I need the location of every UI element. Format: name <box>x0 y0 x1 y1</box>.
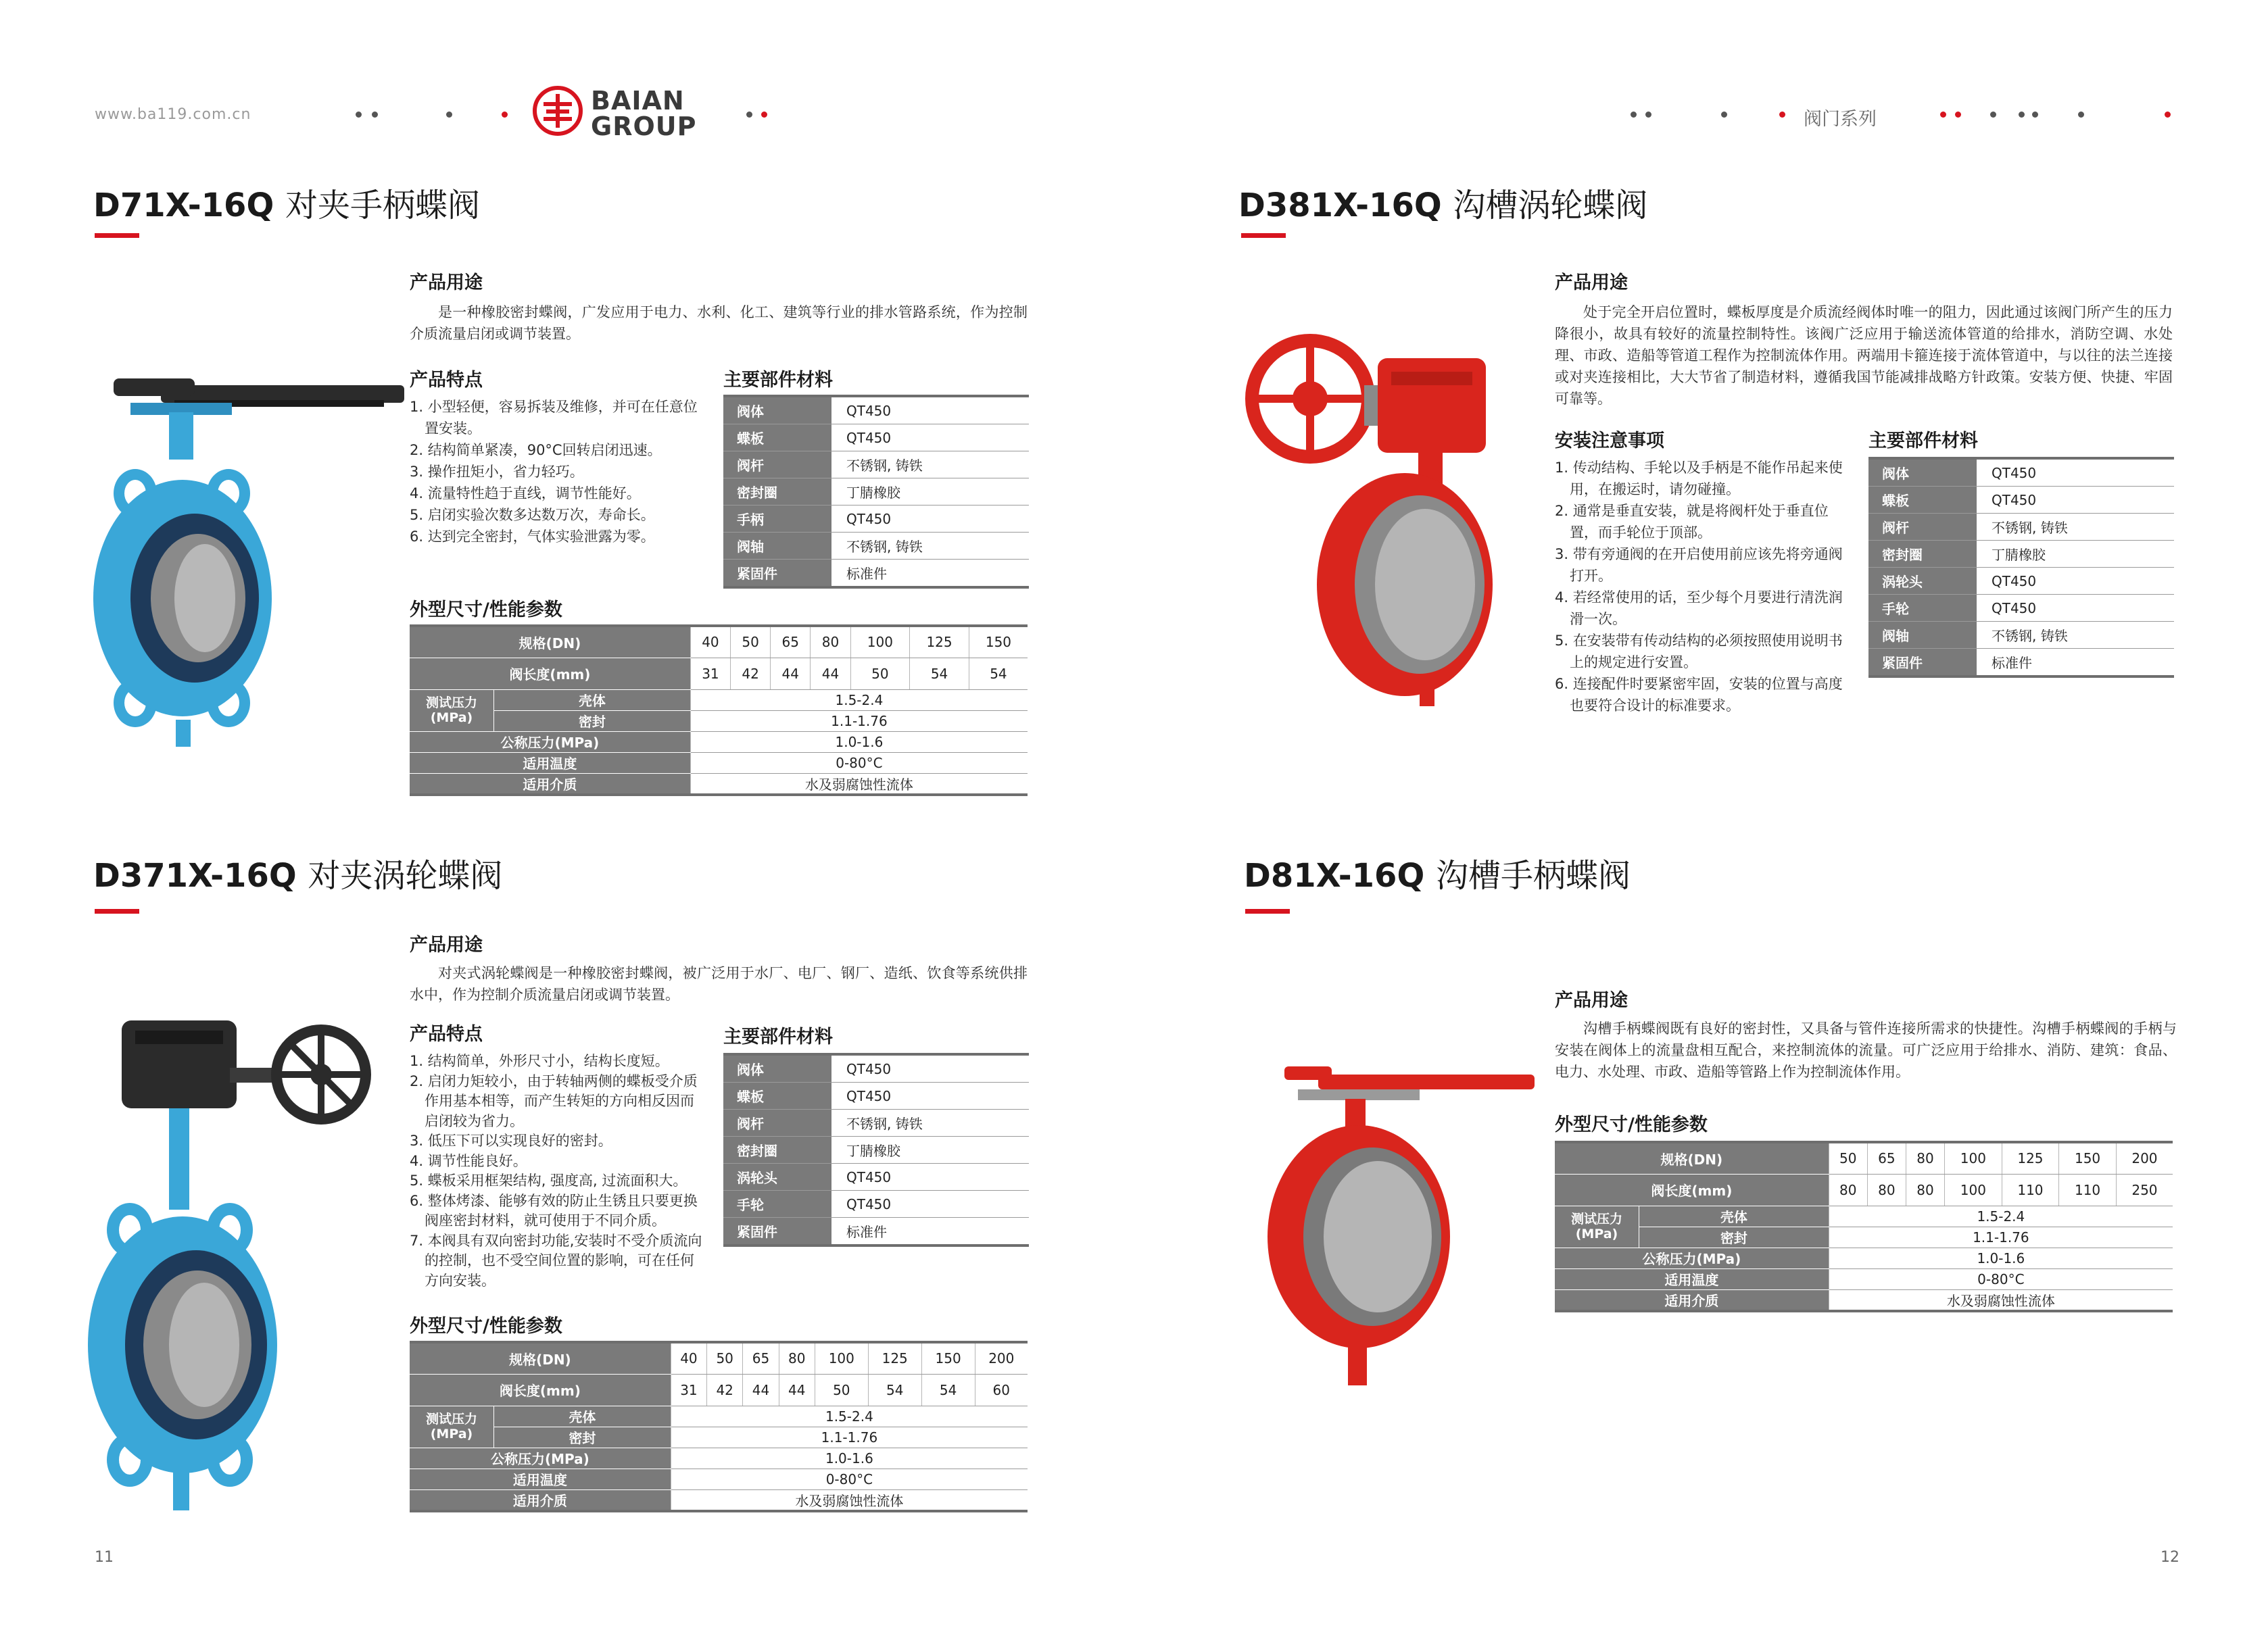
product-title <box>93 179 480 226</box>
spec-cell: 31 <box>690 658 730 689</box>
table-row <box>723 1083 1029 1110</box>
spec-cell: 31 <box>671 1374 706 1406</box>
spec-cell: 125 <box>868 1342 921 1374</box>
table-row <box>410 731 1028 752</box>
product-usage-text: 是一种橡胶密封蝶阀，广发应用于电力、水利、化工、建筑等行业的排水管路系统，作为控制介质流量启闭或调节装置。 <box>410 304 1028 342</box>
material-value: 丁腈橡胶 <box>831 1137 1029 1164</box>
table-row <box>410 1342 1028 1374</box>
table-row <box>1868 595 2174 622</box>
product-model: D371X-16Q <box>93 857 297 895</box>
product-name: 对夹手柄蝶阀 <box>285 187 480 224</box>
spec-cell: 44 <box>779 1374 815 1406</box>
table-row <box>723 1110 1029 1137</box>
material-value: 丁腈橡胶 <box>1977 541 2174 568</box>
feature-item: 6. 达到完全密封，气体实验泄露为零。 <box>410 528 655 545</box>
spec-label-size: 规格(DN) <box>410 626 690 658</box>
spec-cell: 水及弱腐蚀性流体 <box>1829 1289 2173 1311</box>
spec-label-shell: 壳体 <box>494 1406 671 1427</box>
table-row <box>1868 541 2174 568</box>
spec-label-medium: 适用介质 <box>410 1489 671 1511</box>
material-value: QT450 <box>831 1164 1029 1191</box>
spec-cell: 50 <box>1829 1142 1867 1174</box>
material-value: QT450 <box>1977 568 2174 595</box>
material-part: 紧固件 <box>1868 649 1977 677</box>
feature-item: 7. 本阀具有双向密封功能,安装时不受介质流向的控制，也不受空间位置的影响，可在任何方向安装。 <box>410 1232 702 1289</box>
title-underline <box>1245 909 1290 914</box>
spec-cell: 42 <box>731 658 771 689</box>
spec-cell: 150 <box>2059 1142 2117 1174</box>
table-row <box>1555 1142 2173 1174</box>
table-row <box>1868 568 2174 595</box>
material-part: 蝶板 <box>723 424 831 451</box>
spec-cell: 100 <box>815 1342 868 1374</box>
spec-label-nominal: 公称压力(MPa) <box>1555 1248 1829 1268</box>
product-model: D381X-16Q <box>1238 187 1442 224</box>
material-part: 阀体 <box>1868 458 1977 487</box>
material-part: 手轮 <box>1868 595 1977 622</box>
title-underline <box>95 233 139 238</box>
table-row <box>723 1164 1029 1191</box>
table-row <box>723 533 1029 560</box>
spec-cell: 54 <box>910 658 969 689</box>
material-part: 涡轮头 <box>1868 568 1977 595</box>
spec-label-length: 阀长度(mm) <box>410 1374 671 1406</box>
product-title <box>1238 179 1647 226</box>
material-part: 阀体 <box>723 396 831 424</box>
feature-item: 1. 结构简单，外形尺寸小，结构长度短。 <box>410 1053 669 1069</box>
spec-cell: 65 <box>1867 1142 1906 1174</box>
spec-table <box>410 624 1028 796</box>
section-heading-specs: 外型尺寸/性能参数 <box>410 599 562 620</box>
section-heading-features: 产品特点 <box>410 370 483 391</box>
material-value: QT450 <box>831 424 1029 451</box>
material-value: QT450 <box>831 1083 1029 1110</box>
spec-cell: 80 <box>1829 1174 1867 1206</box>
spec-cell: 1.0-1.6 <box>671 1448 1028 1469</box>
table-row <box>410 689 1028 710</box>
spec-label-length: 阀长度(mm) <box>410 658 690 689</box>
material-part: 紧固件 <box>723 1218 831 1246</box>
table-row <box>410 1469 1028 1489</box>
section-heading-materials: 主要部件材料 <box>723 370 833 391</box>
materials-table <box>1868 457 2174 678</box>
install-note: 1. 传动结构、手轮以及手柄是不能作吊起来使用，在搬运时，请勿碰撞。 <box>1555 460 1843 497</box>
spec-cell: 65 <box>743 1342 779 1374</box>
table-row <box>410 752 1028 773</box>
spec-cell: 50 <box>850 658 910 689</box>
spec-label-seal: 密封 <box>494 1427 671 1448</box>
feature-item: 5. 蝶板采用框架结构, 强度高, 过流面积大。 <box>410 1173 687 1189</box>
spec-cell: 100 <box>1945 1142 2002 1174</box>
table-row <box>410 1374 1028 1406</box>
material-part: 阀体 <box>723 1054 831 1083</box>
section-heading-specs: 外型尺寸/性能参数 <box>1555 1114 1708 1135</box>
logo-emblem-icon <box>531 84 584 137</box>
spec-cell: 110 <box>2059 1174 2117 1206</box>
material-value: QT450 <box>831 396 1029 424</box>
install-notes-list <box>1555 457 1847 716</box>
table-row <box>410 658 1028 689</box>
spec-label-temp: 适用温度 <box>1555 1268 1829 1289</box>
spec-label-test-pressure: 测试压力 (MPa) <box>1555 1206 1639 1248</box>
spec-cell: 1.5-2.4 <box>1829 1206 2173 1227</box>
material-part: 手柄 <box>723 505 831 533</box>
table-row <box>1868 649 2174 677</box>
feature-item: 4. 调节性能良好。 <box>410 1152 527 1169</box>
table-row <box>723 478 1029 505</box>
spec-cell: 54 <box>868 1374 921 1406</box>
install-note: 6. 连接配件时要紧密牢固，安装的位置与高度也要符合设计的标准要求。 <box>1555 676 1843 714</box>
feature-item: 5. 启闭实验次数多达数万次，寿命长。 <box>410 507 655 523</box>
section-heading-usage: 产品用途 <box>1555 990 1628 1011</box>
website-url[interactable]: www.ba119.com.cn <box>95 106 251 123</box>
material-value: QT450 <box>1977 458 2174 487</box>
table-row <box>1555 1289 2173 1311</box>
table-row <box>410 1406 1028 1427</box>
product-model: D71X-16Q <box>93 187 274 224</box>
spec-label-temp: 适用温度 <box>410 752 690 773</box>
material-value: QT450 <box>1977 595 2174 622</box>
spec-cell: 54 <box>921 1374 975 1406</box>
table-row <box>723 505 1029 533</box>
material-part: 阀杆 <box>723 451 831 478</box>
table-row <box>1555 1174 2173 1206</box>
material-part: 密封圈 <box>723 478 831 505</box>
spec-cell: 0-80°C <box>690 752 1028 773</box>
spec-label-size: 规格(DN) <box>410 1342 671 1374</box>
table-row <box>1555 1248 2173 1268</box>
spec-label-seal: 密封 <box>1639 1227 1829 1248</box>
spec-cell: 1.1-1.76 <box>1829 1227 2173 1248</box>
material-value: 标准件 <box>1977 649 2174 677</box>
materials-table <box>723 1053 1029 1247</box>
spec-table <box>1555 1141 2173 1312</box>
spec-cell: 150 <box>921 1342 975 1374</box>
product-title <box>1244 849 1631 896</box>
spec-label-seal: 密封 <box>494 710 691 731</box>
page-number-left: 11 <box>95 1549 114 1566</box>
material-part: 手轮 <box>723 1191 831 1218</box>
table-row <box>1868 458 2174 487</box>
spec-cell: 1.1-1.76 <box>690 710 1028 731</box>
section-heading-usage: 产品用途 <box>1555 272 1628 293</box>
spec-cell: 100 <box>850 626 910 658</box>
spec-label-nominal: 公称压力(MPa) <box>410 1448 671 1469</box>
section-heading-install: 安装注意事项 <box>1555 430 1664 451</box>
spec-cell: 40 <box>671 1342 706 1374</box>
spec-cell: 125 <box>910 626 969 658</box>
spec-cell: 65 <box>771 626 811 658</box>
table-row <box>723 1137 1029 1164</box>
feature-item: 1. 小型轻便，容易拆装及维修，并可在任意位置安装。 <box>410 399 698 437</box>
table-row <box>723 1191 1029 1218</box>
table-row <box>1555 1227 2173 1248</box>
spec-cell: 125 <box>2002 1142 2059 1174</box>
table-row <box>1868 622 2174 649</box>
material-value: 不锈钢, 铸铁 <box>1977 622 2174 649</box>
material-value: QT450 <box>831 1054 1029 1083</box>
material-part: 密封圈 <box>723 1137 831 1164</box>
spec-cell: 42 <box>707 1374 743 1406</box>
spec-cell: 80 <box>1906 1174 1944 1206</box>
spec-cell: 50 <box>815 1374 868 1406</box>
section-heading-materials: 主要部件材料 <box>1868 430 1978 451</box>
feature-list <box>410 1052 706 1291</box>
feature-item: 4. 流量特性趋于直线，调节性能好。 <box>410 485 641 501</box>
feature-list <box>410 396 706 547</box>
table-row <box>410 1427 1028 1448</box>
spec-cell: 1.5-2.4 <box>671 1406 1028 1427</box>
spec-cell: 200 <box>2116 1142 2173 1174</box>
material-value: 不锈钢, 铸铁 <box>831 533 1029 560</box>
table-row <box>723 451 1029 478</box>
table-row <box>1555 1206 2173 1227</box>
material-part: 涡轮头 <box>723 1164 831 1191</box>
product-name: 对夹涡轮蝶阀 <box>308 857 503 895</box>
valve-image-blue-worm-gear <box>88 993 372 1521</box>
spec-label-nominal: 公称压力(MPa) <box>410 731 690 752</box>
feature-item: 3. 低压下可以实现良好的密封。 <box>410 1133 612 1149</box>
page-number-right: 12 <box>2161 1549 2179 1566</box>
product-title <box>93 849 502 896</box>
spec-cell: 250 <box>2116 1174 2173 1206</box>
material-value: 不锈钢, 铸铁 <box>1977 514 2174 541</box>
spec-cell: 1.0-1.6 <box>690 731 1028 752</box>
spec-cell: 1.5-2.4 <box>690 689 1028 710</box>
section-heading-usage: 产品用途 <box>410 272 483 293</box>
section-heading-materials: 主要部件材料 <box>723 1027 833 1047</box>
baian-group-logo <box>531 84 697 141</box>
material-part: 蝶板 <box>723 1083 831 1110</box>
material-value: QT450 <box>831 505 1029 533</box>
section-heading-usage: 产品用途 <box>410 935 483 956</box>
spec-cell: 200 <box>975 1342 1028 1374</box>
section-heading-specs: 外型尺寸/性能参数 <box>410 1316 562 1337</box>
spec-cell: 水及弱腐蚀性流体 <box>690 773 1028 795</box>
spec-cell: 110 <box>2002 1174 2059 1206</box>
table-row <box>723 1218 1029 1246</box>
table-row <box>410 1448 1028 1469</box>
material-part: 密封圈 <box>1868 541 1977 568</box>
spec-cell: 44 <box>771 658 811 689</box>
spec-label-length: 阀长度(mm) <box>1555 1174 1829 1206</box>
spec-label-shell: 壳体 <box>494 689 691 710</box>
feature-item: 2. 启闭力矩较小，由于转轴两侧的蝶板受介质作用基本相等，而产生转矩的方向相反因而启闭较为省力。 <box>410 1072 698 1129</box>
spec-cell: 0-80°C <box>1829 1268 2173 1289</box>
spec-cell: 水及弱腐蚀性流体 <box>671 1489 1028 1511</box>
table-row <box>723 1054 1029 1083</box>
install-note: 5. 在安装带有传动结构的必须按照使用说明书上的规定进行安置。 <box>1555 633 1843 670</box>
spec-cell: 80 <box>811 626 850 658</box>
feature-item: 2. 结构简单紧凑，90°C回转启闭迅速。 <box>410 442 662 458</box>
install-note: 4. 若经常使用的话，至少每个月要进行清洗润滑一次。 <box>1555 589 1843 627</box>
valve-image-red-handle <box>1257 1061 1541 1399</box>
table-row <box>410 710 1028 731</box>
spec-label-shell: 壳体 <box>1639 1206 1829 1227</box>
material-value: 标准件 <box>831 1218 1029 1246</box>
spec-label-test-pressure: 测试压力 (MPa) <box>410 689 494 731</box>
material-value: QT450 <box>831 1191 1029 1218</box>
table-row <box>410 626 1028 658</box>
install-note: 2. 通常是垂直安装，就是将阀杆处于垂直位置，而手轮位于顶部。 <box>1555 503 1829 541</box>
valve-image-blue-handle <box>93 365 411 757</box>
table-row <box>1868 487 2174 514</box>
table-row <box>410 773 1028 795</box>
series-label: 阀门系列 <box>1804 109 1877 130</box>
spec-cell: 80 <box>779 1342 815 1374</box>
table-row <box>1555 1268 2173 1289</box>
title-underline <box>95 909 139 914</box>
spec-cell: 54 <box>969 658 1028 689</box>
spec-cell: 1.0-1.6 <box>1829 1248 2173 1268</box>
logo-brand-line1: BAIAN <box>591 86 685 116</box>
product-name: 沟槽涡轮蝶阀 <box>1453 187 1648 224</box>
spec-label-size: 规格(DN) <box>1555 1142 1829 1174</box>
spec-cell: 40 <box>690 626 730 658</box>
install-note: 3. 带有旁通阀的在开启使用前应该先将旁通阀打开。 <box>1555 546 1843 584</box>
product-usage-text: 沟槽手柄蝶阀既有良好的密封性，又具备与管件连接所需求的快捷性。沟槽手柄蝶阀的手柄与安装在阀体上的流量盘相互配合，来控制流体的流量。可广泛应用于给排水、消防、建筑：食品、电力、水处理、市政、造船等管路上作为控制流体作用。 <box>1555 1020 2177 1080</box>
spec-cell: 44 <box>811 658 850 689</box>
table-row <box>723 424 1029 451</box>
material-part: 蝶板 <box>1868 487 1977 514</box>
material-value: 不锈钢, 铸铁 <box>831 1110 1029 1137</box>
spec-cell: 50 <box>731 626 771 658</box>
spec-cell: 60 <box>975 1374 1028 1406</box>
spec-label-medium: 适用介质 <box>1555 1289 1829 1311</box>
material-value: 标准件 <box>831 560 1029 588</box>
materials-table <box>723 395 1029 589</box>
valve-image-red-worm-gear <box>1242 331 1499 716</box>
spec-table <box>410 1341 1028 1512</box>
spec-cell: 80 <box>1867 1174 1906 1206</box>
product-usage-text: 对夹式涡轮蝶阀是一种橡胶密封蝶阀，被广泛用于水厂、电厂、钢厂、造纸、饮食等系统供排水中，作为控制介质流量启闭或调节装置。 <box>410 965 1028 1003</box>
material-part: 阀轴 <box>1868 622 1977 649</box>
table-row <box>723 396 1029 424</box>
table-row <box>1868 514 2174 541</box>
table-row <box>410 1489 1028 1511</box>
spec-label-medium: 适用介质 <box>410 773 690 795</box>
material-value: 丁腈橡胶 <box>831 478 1029 505</box>
material-part: 紧固件 <box>723 560 831 588</box>
spec-cell: 150 <box>969 626 1028 658</box>
material-value: 不锈钢, 铸铁 <box>831 451 1029 478</box>
product-usage-text: 处于完全开启位置时，蝶板厚度是介质流经阀体时唯一的阻力，因此通过该阀门所产生的压力降很小，故具有较好的流量控制特性。该阀广泛应用于输送流体管道的给排水，消防空调、水处理、市政、造船等管道工程作为控制流体作用。两端用卡箍连接于流体管道中，与以往的法兰连接或对夹连接相比，大大节省了制造材料，遵循我国节能减排战略方针政策。安装方便、快捷、牢固可靠等。 <box>1555 304 2173 407</box>
product-model: D81X-16Q <box>1244 857 1425 895</box>
title-underline <box>1241 233 1286 238</box>
material-part: 阀杆 <box>1868 514 1977 541</box>
product-name: 沟槽手柄蝶阀 <box>1435 857 1631 895</box>
spec-cell: 1.1-1.76 <box>671 1427 1028 1448</box>
spec-cell: 80 <box>1906 1142 1944 1174</box>
spec-cell: 50 <box>707 1342 743 1374</box>
spec-cell: 44 <box>743 1374 779 1406</box>
feature-item: 6. 整体烤漆、能够有效的防止生锈且只要更换阀座密封材料，就可使用于不同介质。 <box>410 1192 698 1229</box>
material-value: QT450 <box>1977 487 2174 514</box>
material-part: 阀杆 <box>723 1110 831 1137</box>
section-heading-features: 产品特点 <box>410 1024 483 1045</box>
feature-item: 3. 操作扭矩小，省力轻巧。 <box>410 464 584 480</box>
table-row <box>723 560 1029 588</box>
logo-brand-line2: GROUP <box>591 112 697 141</box>
material-part: 阀轴 <box>723 533 831 560</box>
spec-cell: 100 <box>1945 1174 2002 1206</box>
spec-cell: 0-80°C <box>671 1469 1028 1489</box>
spec-label-test-pressure: 测试压力 (MPa) <box>410 1406 494 1448</box>
spec-label-temp: 适用温度 <box>410 1469 671 1489</box>
